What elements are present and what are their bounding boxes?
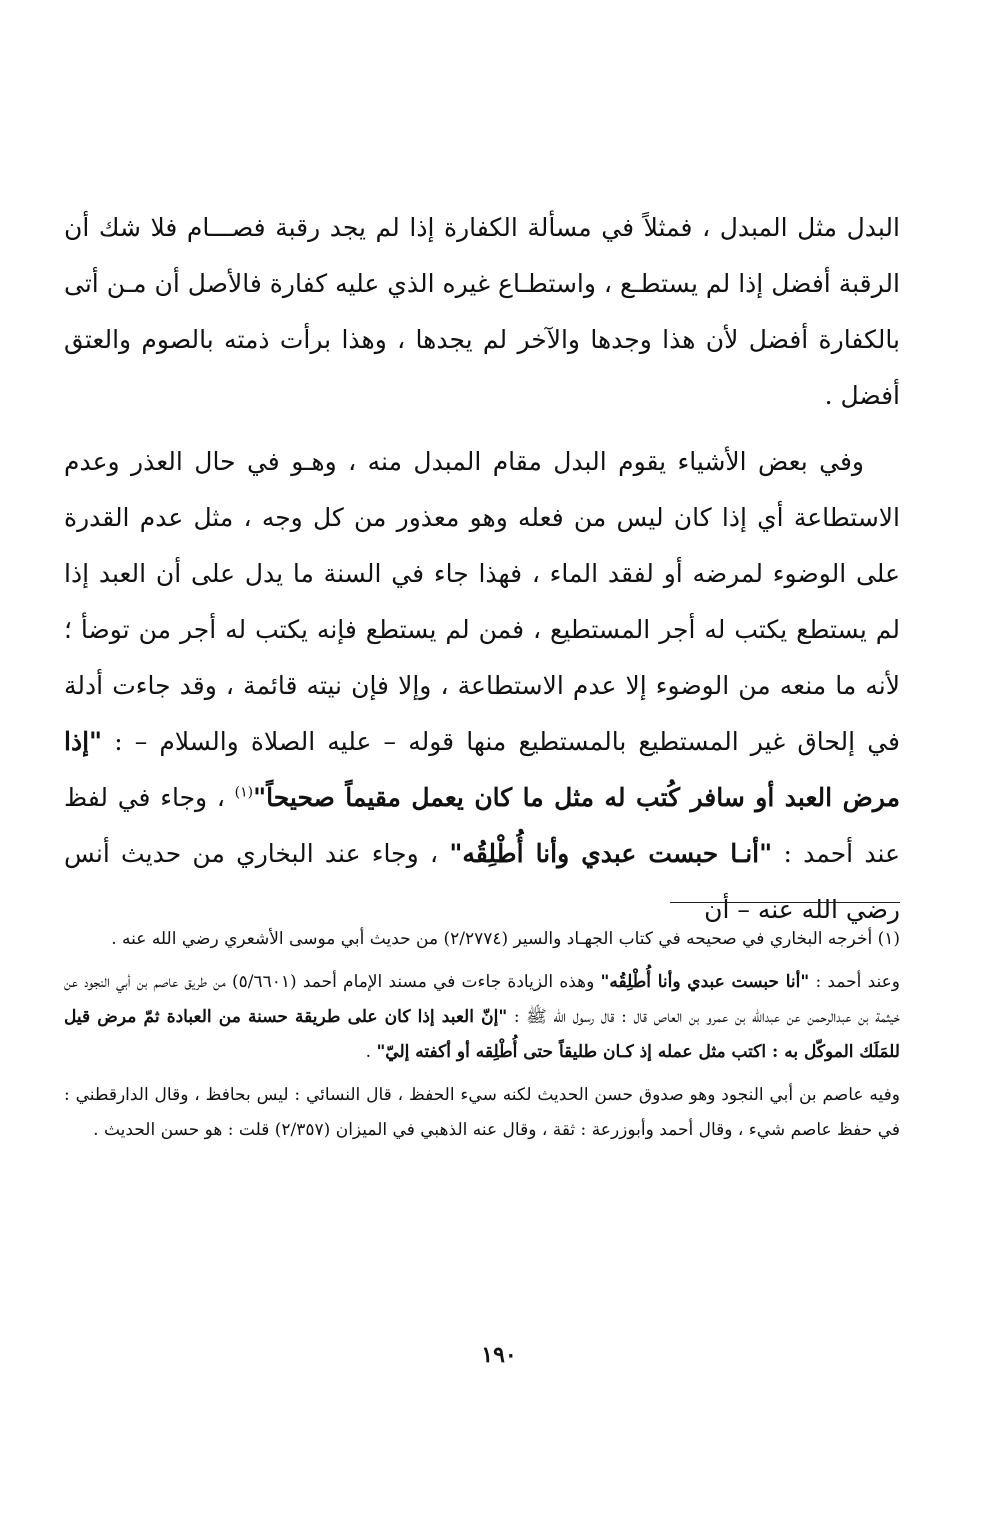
footnote-2 [64, 965, 900, 1070]
hadith-quote-2: "أنـا حبست عبدي وأنا أُطْلِقُه" [449, 839, 773, 868]
footnote-2-quote-2: "إنّ العبد إذا كان على طريقة حسنة من العبادة ثمّ مرض قيل للمَلَك الموكّل به : اكتب مثل عمله إذ كـان طليقاً حتى أُطْلِقه أو أكفته إليّ" [64, 1007, 900, 1062]
footnote-2-part-c: . [365, 1042, 377, 1062]
hadith-quote-1: "إذا مرض العبد أو سافر كُتب له مثل ما كان يعمل مقيماً صحيحاً" [64, 727, 900, 812]
footnote-reference: (١) [234, 784, 254, 801]
footnotes [64, 922, 900, 1156]
footnote-separator [670, 902, 900, 903]
paragraph-2-part-b: ، وجاء في لفظ عند أحمد : [64, 783, 900, 868]
paragraph-2-part-a: وفي بعض الأشياء يقوم البدل مقام المبدل منه ، وهـو في حال العذر وعدم الاستطاعة أي إذا كان ليس من فعله وهو معذور من كل وجه ، مثل عدم القدرة على الوضوء لمرضه أو لفقد الماء ، فهذا جاء في السنة ما يدل على أن العبد إذا لم يستطع يكتب له أجر المستطيع ، فمن لم يستطع فإنه يكتب له أجر من توضأ ؛ لأنه ما منعه من الوضوء إلا عدم الاستطاعة ، وإلا فإن نيته قائمة ، وقد جاءت أدلة في إلحاق غير المستطيع بالمستطيع منها قوله – عليه الصلاة والسلام – : [64, 447, 900, 756]
footnote-2-part-b: وهذه الزيادة جاءت في مسند الإمام أحمد (٥/٦٦٠١) من طريق عاصم بن أبي النجود عن خيثمة بن عبدالرحمن عن عبدالله بن عمرو بن العاص قال : قال رسول الله ﷺ : [64, 972, 900, 1027]
footnote-3: وفيه عاصم بن أبي النجود وهو صدوق حسن الحديث لكنه سيء الحفظ ، قال النسائي : ليس بحافظ ، وقال الدارقطني : في حفظ عاصم شيء ، وقال أحمد وأبوزرعة : ثقة ، وقال عنه الذهبي في الميزان (٢/٣٥٧) قلت : هو حسن الحديث . [64, 1085, 900, 1140]
paragraph-1: البدل مثل المبدل ، فمثلاً في مسألة الكفارة إذا لم يجد رقبة فصـــام فلا شك أن الرقبة أفضل إذا لم يستطـع ، واستطـاع غيره الذي عليه كفارة فالأصل أن مـن أتى بالكفارة أفضل لأن هذا وجدها والآخر لم يجدها ، وهذا برأت ذمته بالصوم والعتق أفضل . [64, 213, 900, 410]
paragraph-2 [64, 434, 900, 938]
footnote-1: (١) أخرجه البخاري في صحيحه في كتاب الجهـاد والسير (٢/٢٧٧٤) من حديث أبي موسى الأشعري رضي الله عنه . [111, 929, 900, 949]
page-number: ١٩٠ [481, 1342, 517, 1368]
footnote-2-part-a: وعند أحمد : [809, 972, 900, 992]
footnote-2-quote-1: "أنا حبست عبدي وأنا أُطْلِقُه" [600, 972, 810, 992]
main-text [64, 200, 900, 948]
paragraph-2-part-c: ، وجاء عند البخاري من حديث أنس رضي الله عنه – أن [64, 839, 900, 924]
